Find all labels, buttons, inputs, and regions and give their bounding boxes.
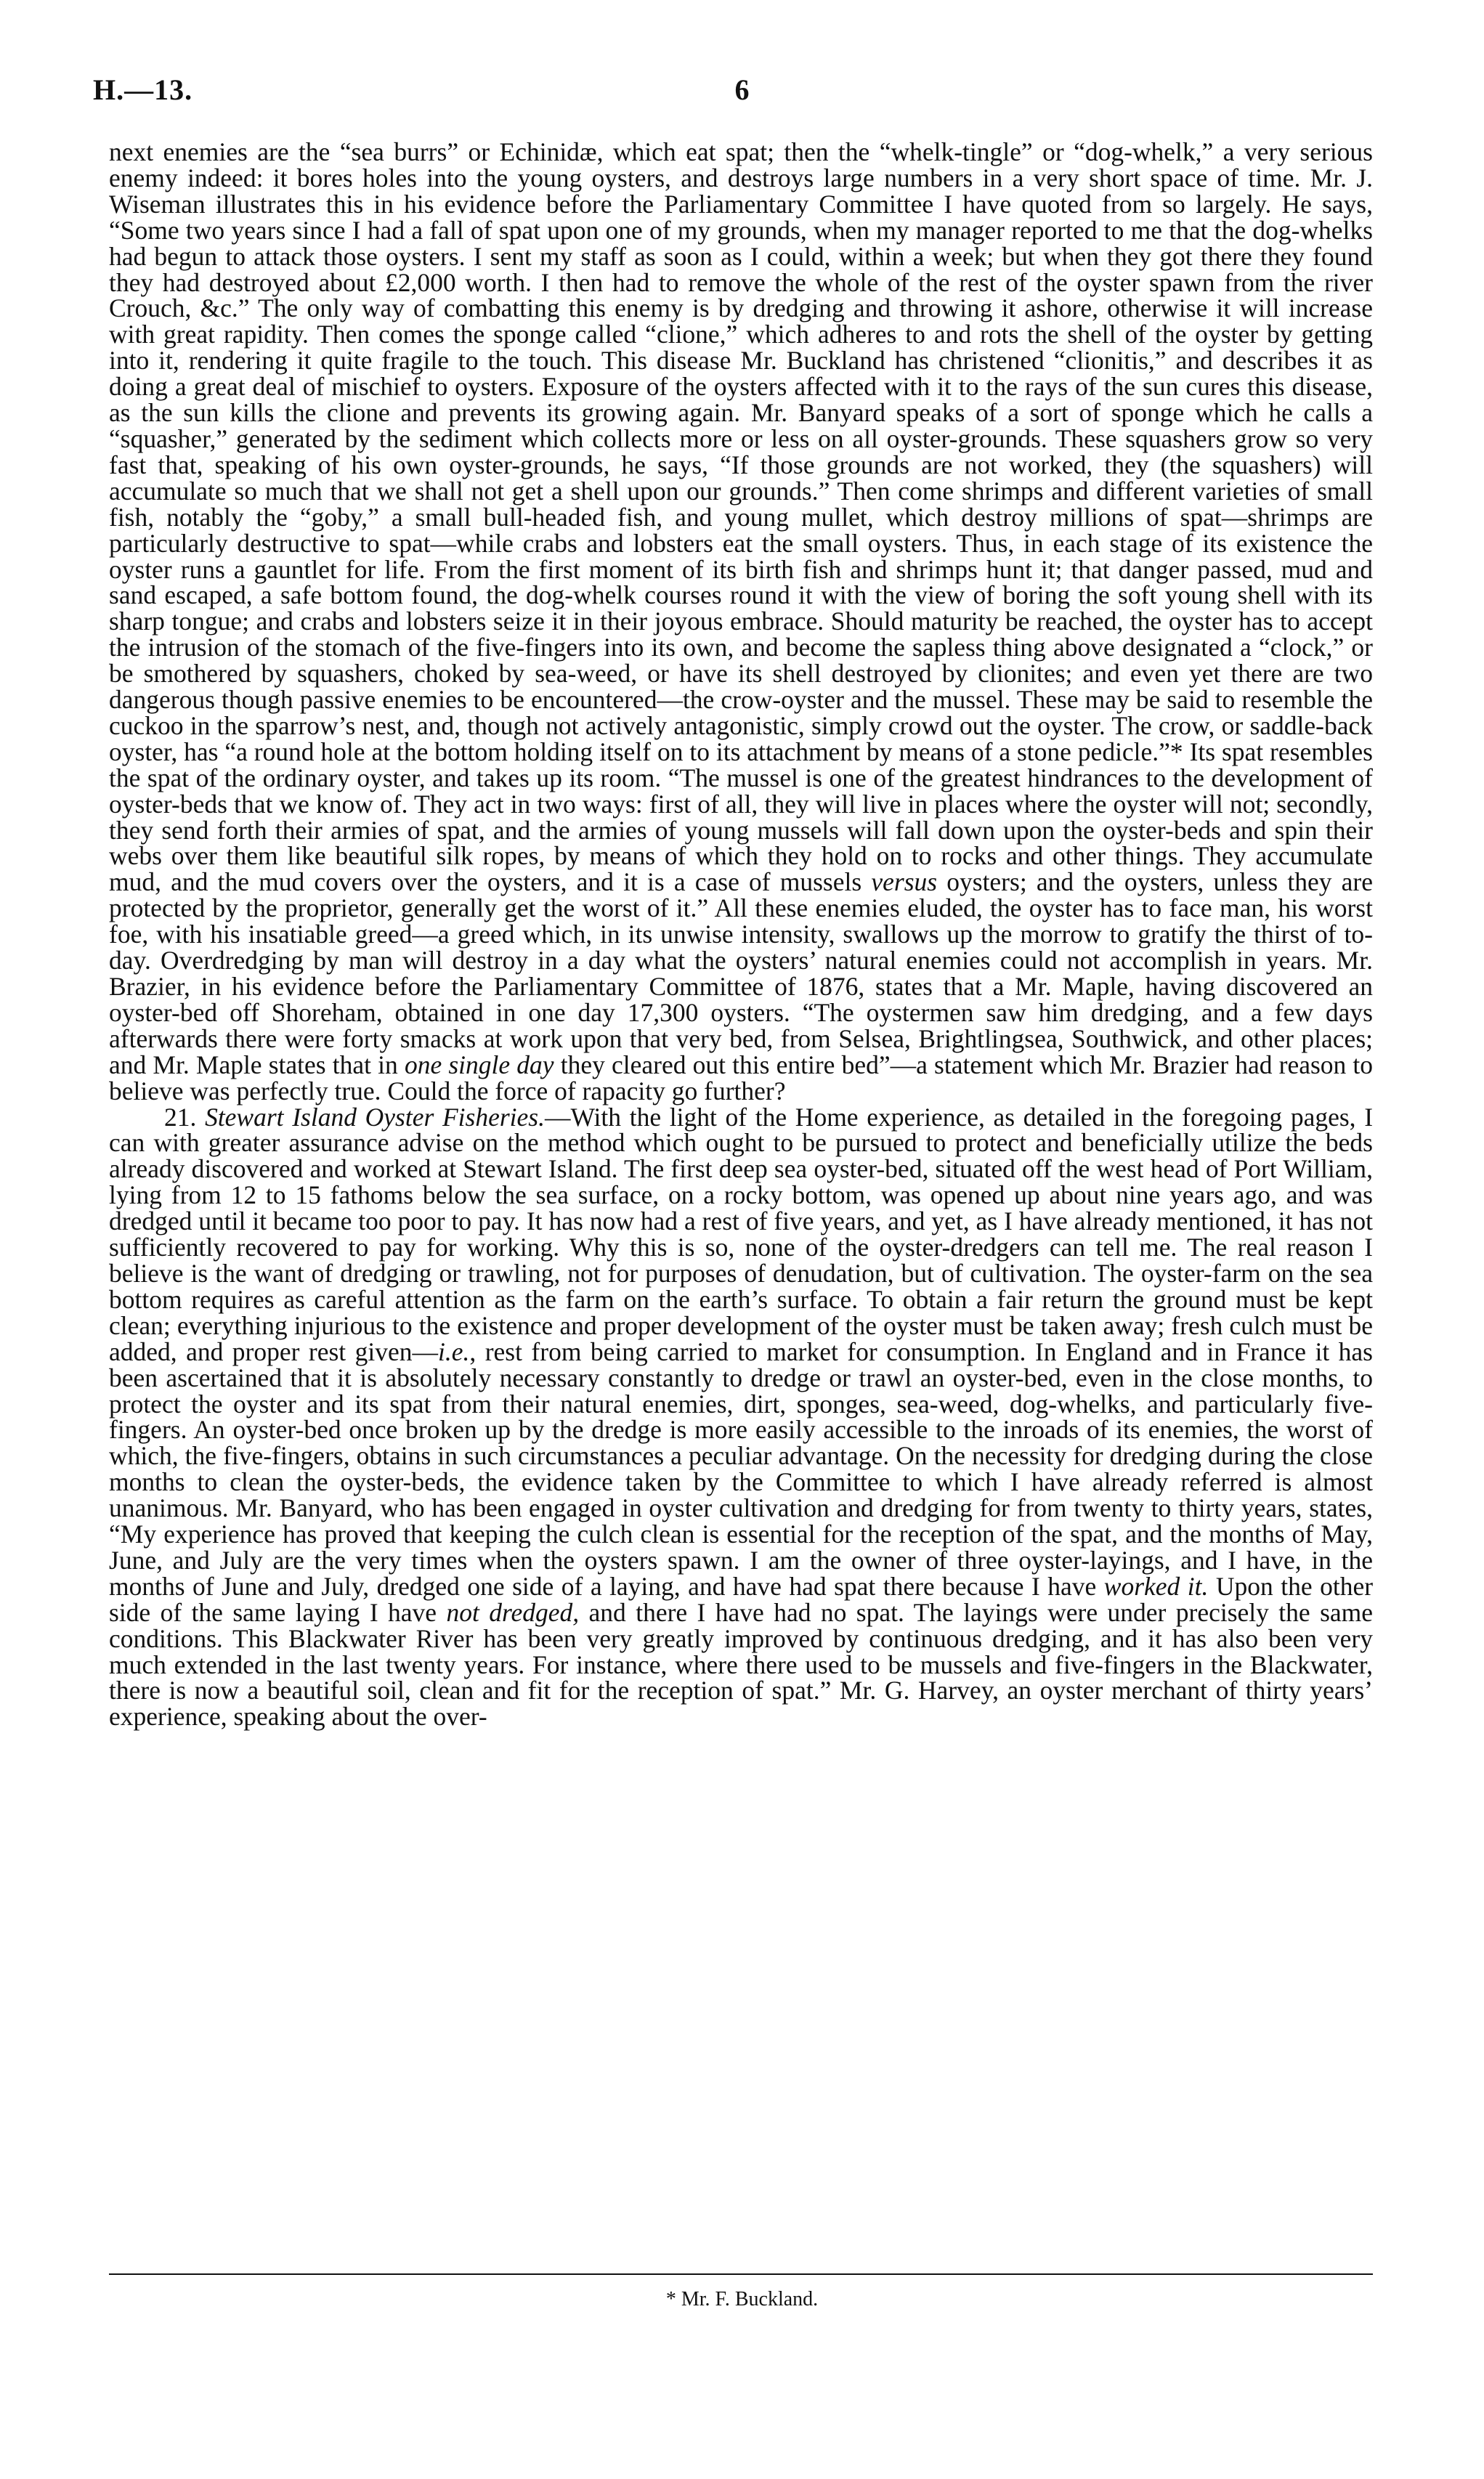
text-run: oysters; and the oysters, unless they are protected by the proprietor, generally get the worst of it.” All these enemies eluded, the oyster has to face man, his worst foe, with his insatiable greed—a greed which, in its unwise intensity, swallows up the morrow to gratify the thirst of to-day. Overdredging by man will destroy in a day what the oysters’ natural enemies could not accomplish in years. Mr. Brazier, in his evidence before the Parliamentary Committee of 1876, states that a Mr. Maple, having discovered an oyster-bed off Shoreham, obtained in one day 17,300 oysters. “The oystermen saw him dredging, and a few days afterwards there were forty smacks at work upon that very bed, from Selsea, Brightlingsea, Southwick, and other places; and Mr. Maple states that in [109,867,1373,1079]
document-id: H.—13. [93,73,193,106]
footnote: * Mr. F. Buckland. [665,2288,819,2310]
footnote-divider [109,2273,1373,2275]
text-run: Upon the other side of the same laying I have [109,1571,1374,1627]
text-run: next enemies are the “sea burrs” or Echinidæ, which eat spat; then the “whelk-tingle” or “dog-whelk,” a very serious enemy indeed: it bores holes into the young oysters, and destroys large numbers in a very short space of time. Mr. J. Wiseman illustrates this in his evidence before the Parliamentary Committee I have quoted from so largely. He says, “Some two years since I had a fall of spat upon one of my grounds, when my manager reported to me that the dog-whelks had begun to attack those oysters. I sent my staff as soon as I could, within a week; but when they got there they found they had destroyed about £2,000 worth. I then had to remove the whole of the rest of the oyster spawn from the river Crouch, &c.” The only way of combatting this enemy is by dredging and throwing it ashore, otherwise it will increase with great rapidity. Then comes the sponge called “clione,” which adheres to and rots the shell of the oyster by getting into it, rendering it quite fragile to the touch. This disease Mr. Buckland has christened “clionitis,” and describes it as doing a great deal of mischief to oysters. Exposure of the oysters affected with it to the rays of the sun cures this disease, as the sun kills the clione and prevents its growing again. Mr. Banyard speaks of a sort of sponge which he calls a “squasher,” generated by the sediment which collects more or less on all oyster-grounds. These squashers grow so very fast that, speaking of his own oyster-grounds, he says, “If those grounds are not worked, they (the squashers) will accumulate so much that we shall not get a shell upon our grounds.” Then come shrimps and different varieties of small fish, notably the “goby,” a small bull-headed fish, and young mullet, which destroy millions of spat—shrimps are particularly destructive to spat—while crabs and lobsters eat the small oysters. Thus, in each stage of its existence the oyster runs a gauntlet for life. From the first moment of its birth fish and shrimps hunt it; that danger passed, mud and sand escaped, a safe bottom found, the dog-whelk courses round it with the view of boring the soft young shell with its sharp tongue; and crabs and lobsters seize it in their joyous embrace. Should maturity be reached, the oyster has to accept the intrusion of the stomach of the five-fingers into its own, and become the sapless thing above designated a “clock,” or be smothered by squashers, choked by sea-weed, or have its shell destroyed by clionites; and even yet there are two dangerous though passive enemies to be encountered—the crow-oyster and the mussel. These may be said to resemble the cuckoo in the sparrow’s nest, and, though not actively antagonistic, simply crowd out the oyster. The crow, or saddle-back oyster, has “a round hole at the bottom holding itself on to its attachment by means of a stone pedicle.”* Its spat resembles the spat of the ordinary oyster, and takes up its room. “The mussel is one of the greatest hindrances to the development of oyster-beds that we know of. They act in two ways: first of all, they will live in places where the oyster will not; secondly, they send forth their armies of spat, and the armies of young mussels will fall down upon the oyster-beds and spin their webs over them like beautiful silk ropes, by means of which they hold on to rocks and other things. They accumulate mud, and the mud covers over the oysters, and it is a case of mussels [109,137,1373,897]
section-number: 21. [164,1102,197,1132]
text-run: and there I have had no spat. The layings were under precisely the same conditions. This Blackwater River has been very greatly improved by continuous dredging, and it has also been very much extended in the last twenty years. For instance, where there used to be mussels and five-fingers in the Blackwater, there is now a beautiful soil, clean and fit for the reception of spat.” Mr. G. Harvey, an oyster merchant of thirty years’ experience, speaking about the over- [109,1597,1374,1732]
text-run: —With the light of the Home experience, as detailed in the foregoing pages, I can with greater assurance advise on the method which ought to be pursued to protect and beneficially utilize the beds already discovered and worked at Stewart Island. The first deep sea oyster-bed, situated off the west head of Port William, lying from 12 to 15 fathoms below the sea surface, on a rocky bottom, was opened up about nine years ago, and was dredged until it became too poor to pay. It has now had a rest of five years, and yet, as I have already mentioned, it has not sufficiently recovered to pay for working. Why this is so, none of the oyster-dredgers can tell me. The real reason I believe is the want of dredging or trawling, not for purposes of denudation, but of cultivation. The oyster-farm on the sea bottom requires as careful attention as the farm on the earth’s surface. To obtain a fair return the ground must be kept clean; everything injurious to the existence and proper development of the oyster must be taken away; fresh culch must be added, and proper rest given— [109,1102,1374,1366]
page-number: 6 [734,73,750,106]
text-run: they cleared out this entire bed”—a statement which Mr. Brazier had reason to believe was perfectly true. Could the force of rapacity go further? [109,1050,1374,1105]
italic-term: not dredged, [446,1597,580,1627]
italic-term: worked it. [1103,1571,1209,1601]
text-run: , rest from being carried to market for consumption. In England and in France it has been ascertained that it is absolutely necessary constantly to dredge or trawl an oyster-bed, even in the close months, to protect the oyster and its spat from their natural enemies, dirt, sponges, sea-weed, dog-whelks, and particularly five-fingers. An oyster-bed once broken up by the dredge is more easily accessible to the inroads of its enemies, the worst of which, the five-fingers, obtains in such circumstances a peculiar advantage. On the necessity for dredging during the close months to clean the oyster-beds, the evidence taken by the Committee to which I have already referred is almost unanimous. Mr. Banyard, who has been engaged in oyster cultivation and dredging for from twenty to thirty years, states, “My experience has proved that keeping the culch clean is essential for the reception of the spat, and the months of May, June, and July are the very times when the oysters spawn. I am the owner of three oyster-layings, and I have, in the months of June and July, dredged one side of a laying, and have had spat there because I have [109,1336,1373,1601]
section-heading: Stewart Island Oyster Fisheries. [205,1102,545,1132]
body-text [109,139,1373,1730]
page-header [93,73,1391,123]
italic-term: versus [871,867,938,897]
paragraph-oyster-enemies [109,139,1373,1105]
italic-term: one single day [404,1050,554,1079]
italic-term: i.e. [438,1336,470,1366]
paragraph-stewart-island [109,1102,1374,1732]
